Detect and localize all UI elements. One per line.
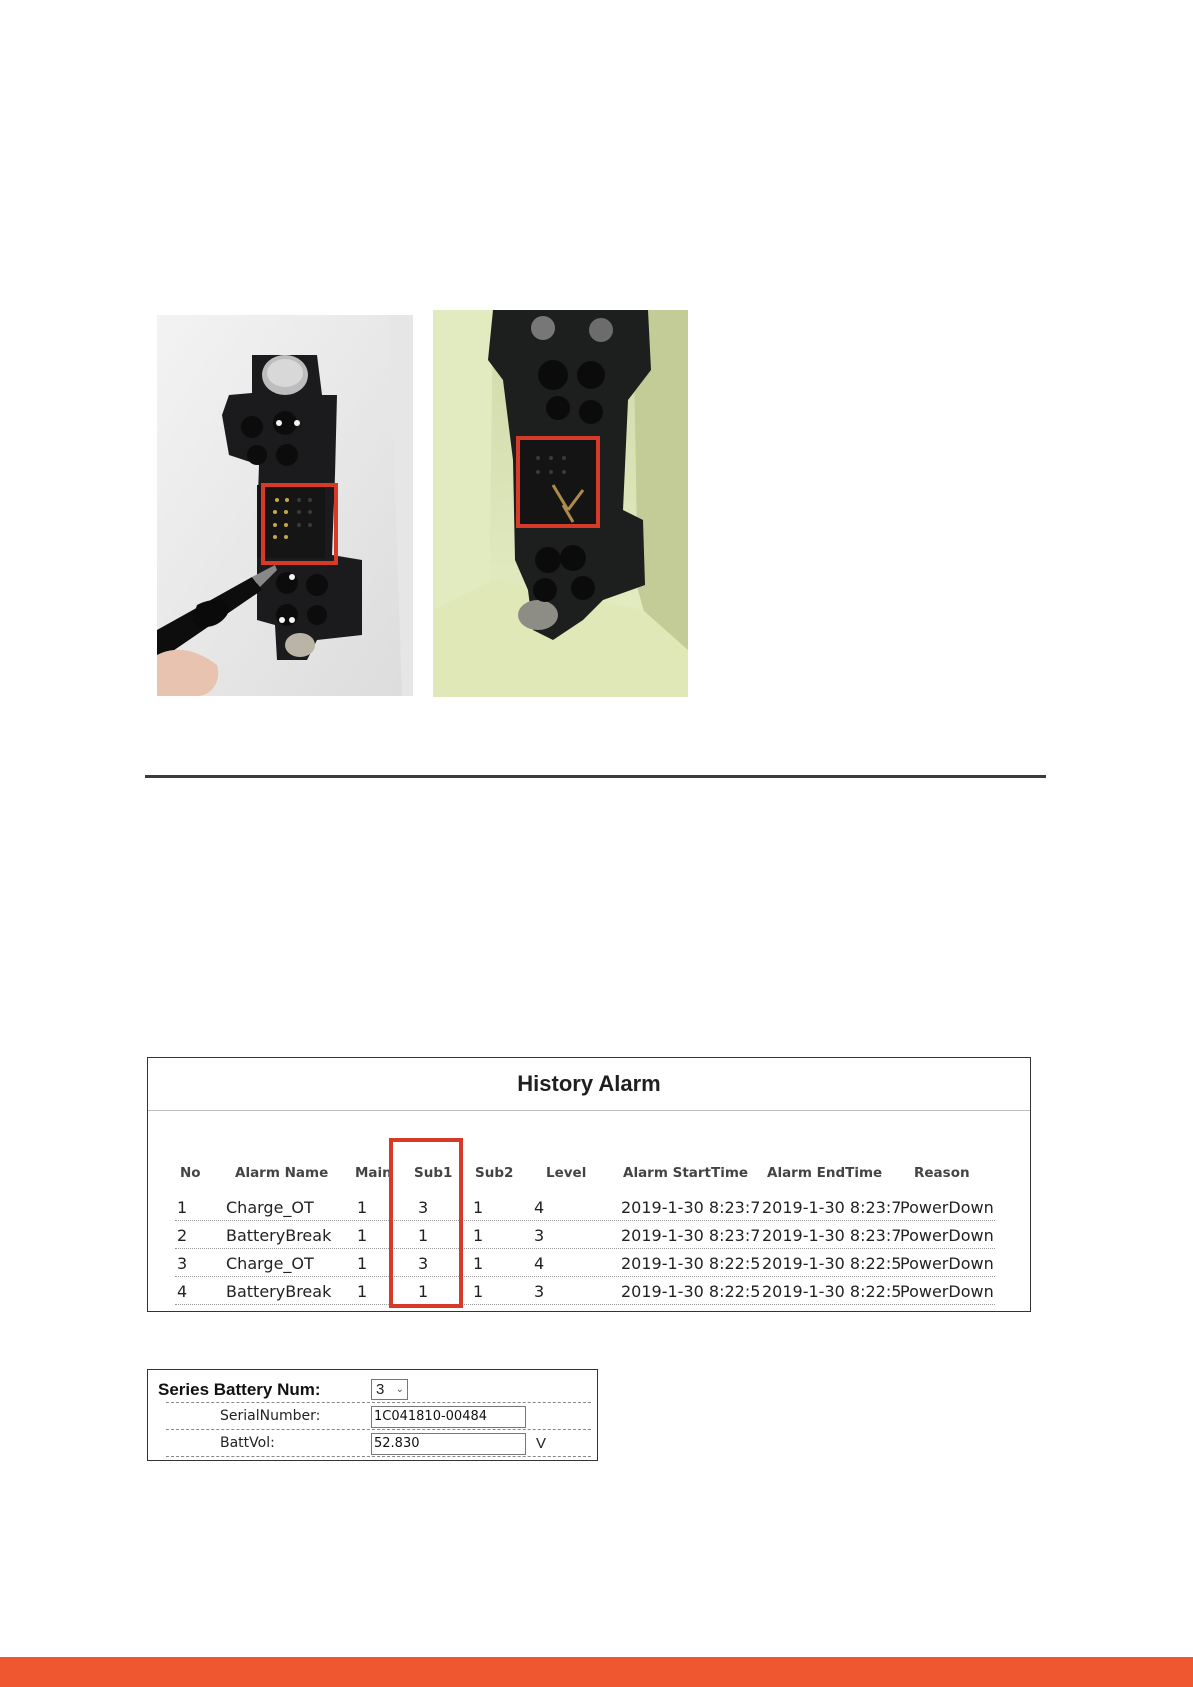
table-row bbox=[175, 1193, 995, 1221]
series-battery-row bbox=[158, 1370, 591, 1403]
cell-end-time: 2019-1-30 8:22:5 bbox=[762, 1254, 902, 1273]
batt-vol-row bbox=[166, 1430, 591, 1457]
column-header-alarm-name: Alarm Name bbox=[235, 1165, 329, 1181]
cell-reason: PowerDown bbox=[900, 1226, 994, 1245]
cell-no: 4 bbox=[177, 1282, 188, 1301]
table-row bbox=[175, 1249, 995, 1277]
cell-end-time: 2019-1-30 8:22:5 bbox=[762, 1282, 902, 1301]
column-header-reason: Reason bbox=[914, 1165, 970, 1181]
footer-accent-bar bbox=[0, 1657, 1193, 1687]
sub1-highlight-box bbox=[389, 1138, 463, 1308]
cell-level: 4 bbox=[534, 1254, 545, 1273]
history-alarm-title: History Alarm bbox=[148, 1058, 1030, 1111]
column-header-sub2: Sub2 bbox=[475, 1165, 514, 1181]
cell-sub1: 3 bbox=[418, 1254, 429, 1273]
serial-number-label: SerialNumber: bbox=[220, 1408, 321, 1424]
cell-main: 1 bbox=[357, 1254, 368, 1273]
connector-damaged-pins-photo bbox=[433, 310, 688, 697]
series-battery-label: Series Battery Num: bbox=[158, 1380, 321, 1399]
batt-vol-label: BattVol: bbox=[220, 1435, 275, 1451]
cell-sub1: 1 bbox=[418, 1282, 429, 1301]
cell-sub1: 3 bbox=[418, 1198, 429, 1217]
cell-no: 2 bbox=[177, 1226, 188, 1245]
cell-level: 4 bbox=[534, 1198, 545, 1217]
column-header-main: Main bbox=[355, 1165, 392, 1181]
cell-reason: PowerDown bbox=[900, 1254, 994, 1273]
column-header-no: No bbox=[180, 1165, 201, 1181]
series-battery-select-value: 3 bbox=[376, 1381, 385, 1398]
series-battery-panel bbox=[147, 1369, 598, 1461]
cell-level: 3 bbox=[534, 1226, 545, 1245]
chevron-down-icon: ⌄ bbox=[395, 1384, 404, 1395]
column-header-end-time: Alarm EndTime bbox=[767, 1165, 883, 1181]
column-header-start-time: Alarm StartTime bbox=[623, 1165, 749, 1181]
cell-sub2: 1 bbox=[473, 1254, 484, 1273]
batt-vol-unit: V bbox=[536, 1435, 547, 1452]
cell-sub1: 1 bbox=[418, 1226, 429, 1245]
serial-number-field[interactable]: 1C041810-00484 bbox=[371, 1406, 526, 1428]
cell-level: 3 bbox=[534, 1282, 545, 1301]
table-row bbox=[175, 1277, 995, 1305]
cell-alarm-name: BatteryBreak bbox=[226, 1226, 332, 1245]
connector-probe-photo bbox=[157, 315, 413, 696]
cell-sub2: 1 bbox=[473, 1198, 484, 1217]
section-divider bbox=[145, 775, 1046, 778]
cell-alarm-name: BatteryBreak bbox=[226, 1282, 332, 1301]
history-alarm-panel bbox=[147, 1057, 1031, 1312]
table-row bbox=[175, 1221, 995, 1249]
column-header-level: Level bbox=[546, 1165, 587, 1181]
cell-sub2: 1 bbox=[473, 1226, 484, 1245]
series-battery-select[interactable] bbox=[371, 1379, 408, 1400]
cell-start-time: 2019-1-30 8:22:5 bbox=[621, 1254, 761, 1273]
cell-end-time: 2019-1-30 8:23:7 bbox=[762, 1198, 902, 1217]
cell-main: 1 bbox=[357, 1226, 368, 1245]
cell-reason: PowerDown bbox=[900, 1198, 994, 1217]
cell-alarm-name: Charge_OT bbox=[226, 1254, 314, 1273]
cell-reason: PowerDown bbox=[900, 1282, 994, 1301]
cell-start-time: 2019-1-30 8:22:5 bbox=[621, 1282, 761, 1301]
cell-no: 1 bbox=[177, 1198, 188, 1217]
cell-main: 1 bbox=[357, 1198, 368, 1217]
cell-end-time: 2019-1-30 8:23:7 bbox=[762, 1226, 902, 1245]
cell-sub2: 1 bbox=[473, 1282, 484, 1301]
history-alarm-table bbox=[148, 1058, 1030, 1311]
batt-vol-field[interactable]: 52.830 bbox=[371, 1433, 526, 1455]
serial-number-row bbox=[166, 1403, 591, 1430]
cell-start-time: 2019-1-30 8:23:7 bbox=[621, 1198, 761, 1217]
cell-alarm-name: Charge_OT bbox=[226, 1198, 314, 1217]
column-header-sub1: Sub1 bbox=[414, 1165, 453, 1181]
cell-no: 3 bbox=[177, 1254, 188, 1273]
cell-start-time: 2019-1-30 8:23:7 bbox=[621, 1226, 761, 1245]
cell-main: 1 bbox=[357, 1282, 368, 1301]
